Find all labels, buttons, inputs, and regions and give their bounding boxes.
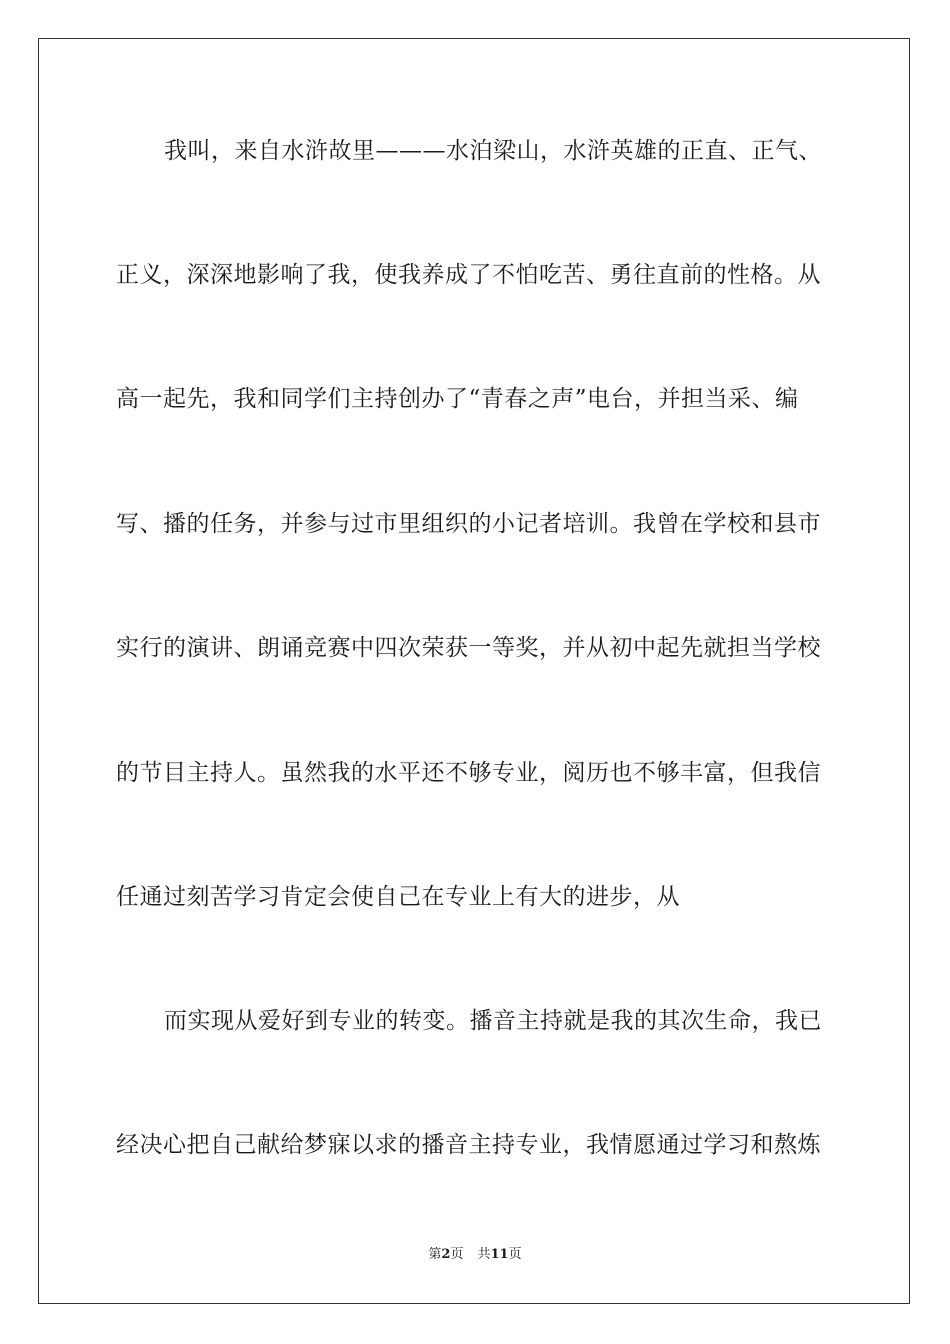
paragraph-line-6: 的节目主持人。虽然我的水平还不够专业，阅历也不够丰富，但我信 xyxy=(116,760,821,786)
total-suffix: 页 xyxy=(508,1247,522,1262)
paragraph-line-7: 任通过刻苦学习肯定会使自己在专业上有大的进步，从 xyxy=(116,884,680,910)
page-footer xyxy=(0,1246,950,1264)
page-prefix: 第 xyxy=(428,1247,442,1262)
paragraph-line-5: 实行的演讲、朗诵竞赛中四次荣获一等奖，并从初中起先就担当学校 xyxy=(116,635,821,661)
paragraph-line-4: 写、播的任务，并参与过市里组织的小记者培训。我曾在学校和县市 xyxy=(116,511,821,537)
page-frame xyxy=(38,38,910,1304)
page-suffix: 页 xyxy=(450,1247,464,1262)
page-number: 2 xyxy=(441,1247,451,1262)
paragraph-line-3: 高一起先，我和同学们主持创办了“青春之声”电台，并担当采、编 xyxy=(116,386,799,412)
paragraph-line-1: 我叫，来自水浒故里———水泊梁山，水浒英雄的正直、正气、 xyxy=(164,138,822,164)
paragraph-line-2: 正义，深深地影响了我，使我养成了不怕吃苦、勇往直前的性格。从 xyxy=(116,262,821,288)
total-prefix: 共 xyxy=(477,1247,491,1262)
paragraph-line-8: 而实现从爱好到专业的转变。播音主持就是我的其次生命，我已 xyxy=(164,1008,822,1034)
paragraph-line-9: 经决心把自己献给梦寐以求的播音主持专业，我情愿通过学习和熬炼 xyxy=(116,1132,821,1158)
total-pages: 11 xyxy=(490,1247,509,1262)
